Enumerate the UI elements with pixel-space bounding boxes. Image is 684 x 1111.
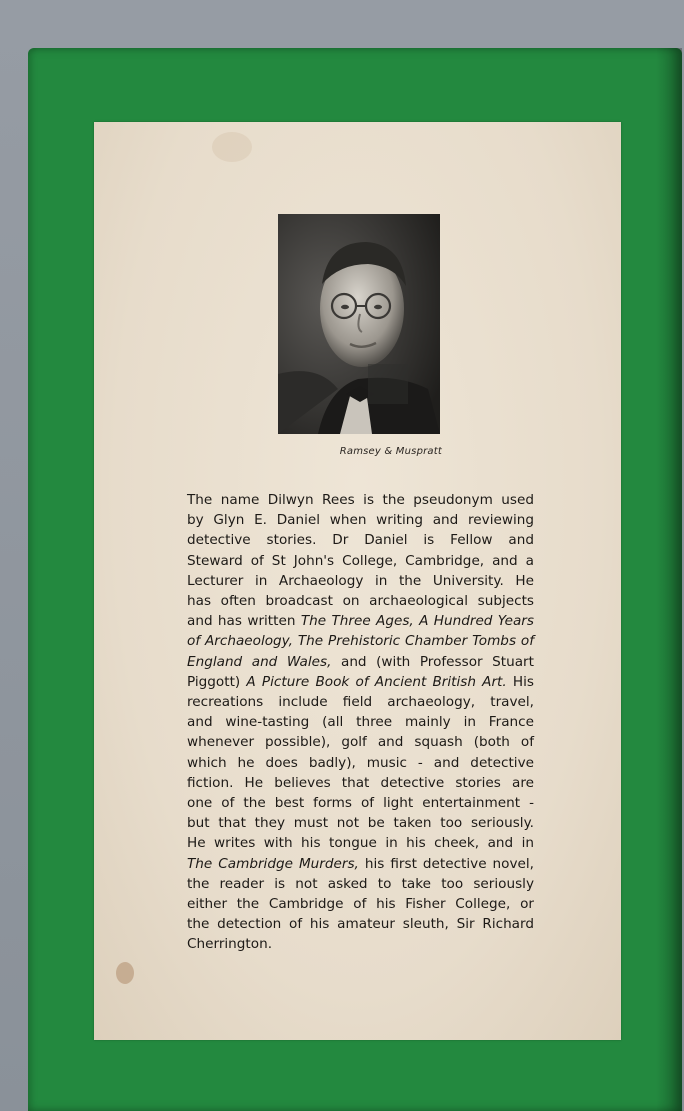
photo-credit: Ramsey & Muspratt	[339, 446, 442, 457]
bio-line: Steward of St John's College, Cambridge, and a	[187, 552, 534, 569]
bio-line: fiction. He believes that detective stories are	[187, 774, 534, 791]
author-portrait-drawing	[278, 214, 440, 434]
bio-line: The Cambridge Murders, his first detective novel,	[187, 855, 534, 872]
bio-line: recreations include field archaeology, travel,	[187, 694, 534, 711]
bio-line: Cherrington.	[187, 936, 273, 953]
bio-line: by Glyn E. Daniel when writing and reviewing	[187, 512, 534, 529]
bio-line: The name Dilwyn Rees is the pseudonym used	[187, 492, 534, 508]
author-biography	[187, 490, 534, 955]
green-cover-border	[28, 48, 682, 1111]
bio-line: detective stories. Dr Daniel is Fellow and	[187, 532, 534, 549]
book-title: of Archaeology, The Prehistoric Chamber Tombs of	[187, 633, 534, 650]
book-title: England and Wales,	[187, 653, 332, 670]
bio-line: the detection of his amateur sleuth, Sir Richard	[187, 916, 534, 933]
bio-line: Lecturer in Archaeology in the University. He	[187, 572, 534, 589]
paper-stain	[212, 132, 252, 162]
paper-panel	[94, 122, 621, 1040]
book-title: The Three Ages, A Hundred Years	[300, 613, 534, 630]
bio-line: but that they must not be taken too seriously.	[187, 815, 534, 832]
bio-line	[187, 631, 534, 651]
paper-stain	[116, 962, 134, 984]
bio-line: has often broadcast on archaeological subjects	[187, 593, 534, 610]
book-title: A Picture Book of Ancient British Art.	[246, 673, 507, 690]
bio-line: and has written The Three Ages, A Hundred Years	[187, 613, 534, 630]
bio-line: He writes with his tongue in his cheek, and in	[187, 835, 534, 852]
author-portrait	[278, 214, 440, 434]
bio-line: England and Wales, and (with Professor Stuart	[187, 653, 534, 670]
bio-line: either the Cambridge of his Fisher College, or	[187, 896, 534, 913]
bio-line: the reader is not asked to take too seriously	[187, 875, 534, 892]
book-title: The Cambridge Murders,	[187, 855, 359, 872]
bio-line: one of the best forms of light entertainment -	[187, 795, 534, 812]
bio-line: which he does badly), music - and detective	[187, 754, 534, 771]
bio-line: and wine-tasting (all three mainly in France	[187, 714, 534, 731]
bio-line: Piggott) A Picture Book of Ancient British Art. His	[187, 673, 534, 690]
bio-line: whenever possible), golf and squash (both of	[187, 734, 534, 751]
